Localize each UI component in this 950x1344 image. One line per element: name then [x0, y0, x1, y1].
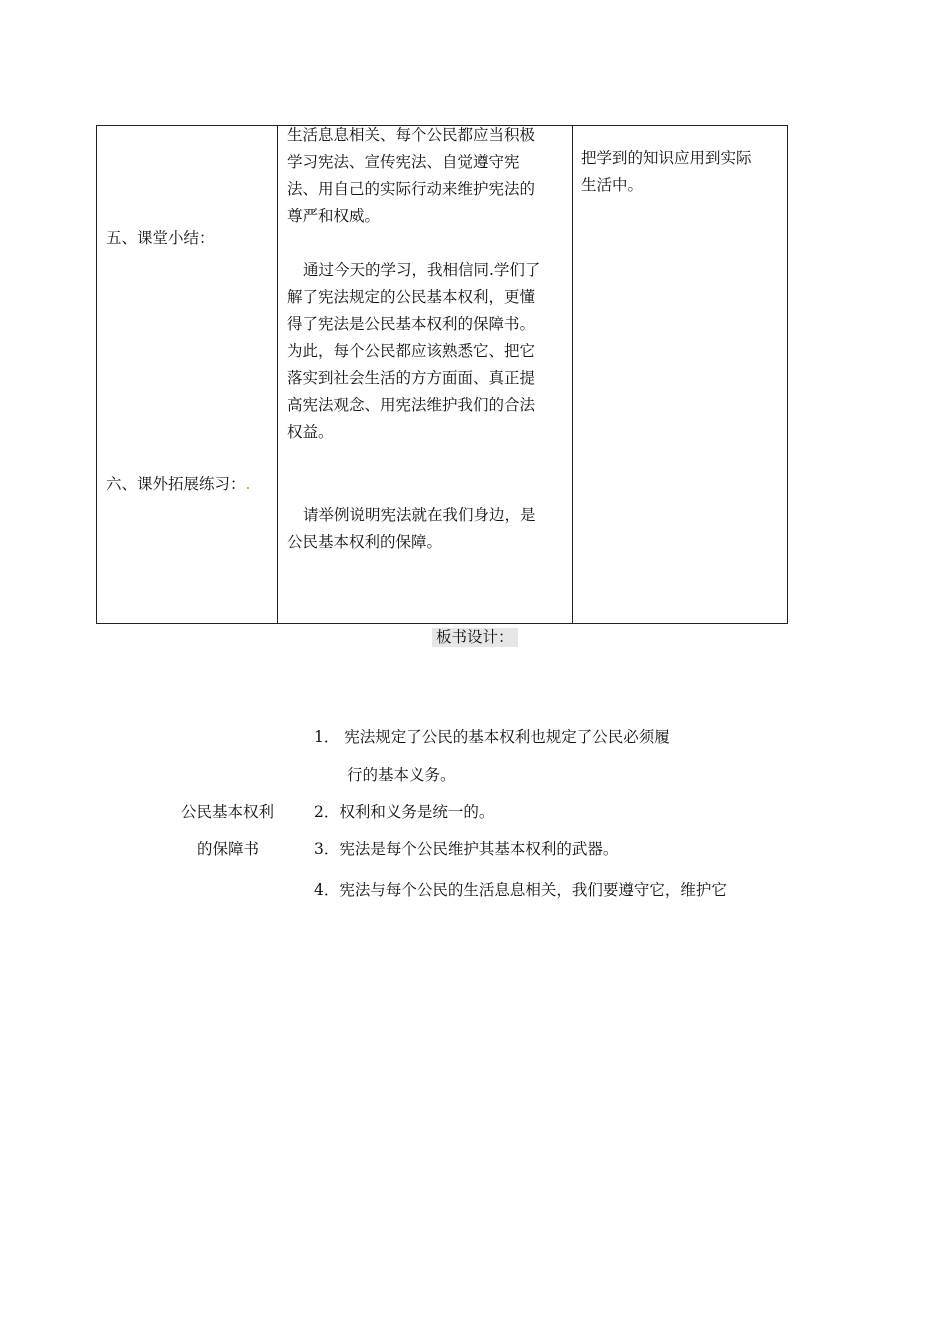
mid-para1-line-3: 法、用自己的实际行动来维护宪法的 [287, 180, 536, 198]
mid-para2-line-3: 得了宪法是公民基本权利的保障书。 [287, 315, 536, 333]
section-6-heading [106, 474, 250, 494]
mid-para3-line-1: 请举例说明宪法就在我们身边，是 [303, 506, 536, 524]
mid-para2-line-6: 高宪法观念、用宪法维护我们的合法 [287, 396, 536, 414]
mid-para2-line-1: 通过今天的学习，我相信同.学们了 [303, 261, 541, 279]
board-topic-line-2: 的保障书 [197, 840, 260, 858]
board-design-title: 板书设计： [432, 628, 518, 647]
right-line-1: 把学到的知识应用到实际 [581, 149, 752, 167]
mid-para1-line-4: 尊严和权威。 [287, 207, 381, 225]
column-divider-1 [277, 126, 278, 623]
mid-para2-line-4: 为此，每个公民都应该熟悉它、把它 [287, 342, 536, 360]
mid-para3-line-2: 公民基本权利的保障。 [287, 533, 443, 551]
mid-para2-line-2: 解了宪法规定的公民基本权利，更懂 [287, 288, 536, 306]
board-item-2: 2．权利和义务是统一的。 [314, 803, 495, 821]
board-item-4: 4．宪法与每个公民的生活息息相关，我们要遵守它，维护它 [314, 881, 727, 899]
section-6-label: 六、课外拓展练习： [106, 475, 246, 493]
column-divider-2 [572, 126, 573, 623]
board-item-1: 1． 宪法规定了公民的基本权利也规定了公民必须履 [314, 728, 670, 746]
board-item-3: 3．宪法是每个公民维护其基本权利的武器。 [314, 840, 619, 858]
mid-para1-line-2: 学习宪法、宣传宪法、自觉遵守宪 [287, 153, 520, 171]
section-6-mark: . [245, 475, 251, 493]
mid-para2-line-7: 权益。 [287, 423, 334, 441]
section-5-heading: 五、课堂小结： [106, 229, 215, 247]
mid-para2-line-5: 落实到社会生活的方方面面、真正提 [287, 369, 536, 387]
mid-para1-line-1: 生活息息相关、每个公民都应当积极 [287, 126, 536, 144]
board-topic-line-1: 公民基本权利 [181, 803, 275, 821]
board-item-1-cont: 行的基本义务。 [347, 766, 456, 784]
right-line-2: 生活中。 [581, 176, 644, 194]
